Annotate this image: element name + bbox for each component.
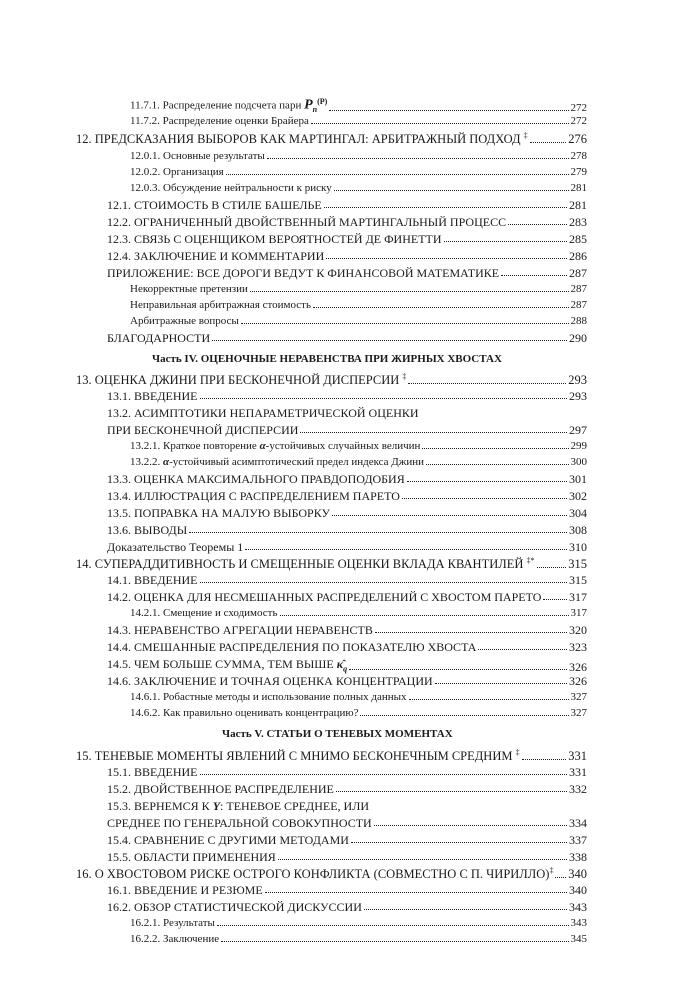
toc-entry-title: 15.1. ВВЕДЕНИЕ bbox=[107, 765, 198, 779]
toc-section-entry[interactable] bbox=[107, 332, 587, 344]
toc-entry[interactable] bbox=[130, 934, 587, 945]
toc-chapter-entry[interactable] bbox=[76, 373, 587, 387]
toc-page-number: 297 bbox=[569, 423, 587, 437]
toc-entry[interactable] bbox=[130, 441, 587, 452]
toc-entry-title: Некорректные претензии bbox=[130, 283, 248, 295]
toc-entry-title: 12. ПРЕДСКАЗАНИЯ ВЫБОРОВ КАК МАРТИНГАЛ: АРБИТРАЖНЫЙ ПОДХОД ‡ bbox=[76, 131, 528, 147]
toc-page-number: 287 bbox=[570, 283, 587, 295]
toc-chapter-entry[interactable] bbox=[76, 132, 587, 146]
toc-section-entry[interactable] bbox=[107, 541, 587, 553]
toc-section-entry[interactable] bbox=[107, 901, 587, 913]
toc-entry-title: 16. О ХВОСТОВОМ РИСКЕ ОСТРОГО КОНФЛИКТА (СОВМЕСТНО С П. ЧИРИЛЛО)‡ bbox=[76, 866, 554, 882]
p-symbol: P bbox=[304, 97, 313, 113]
toc-page-number: 293 bbox=[568, 373, 587, 388]
toc-page-number: 323 bbox=[569, 640, 587, 654]
y-symbol: Y bbox=[212, 799, 221, 813]
leader-dots bbox=[478, 649, 567, 650]
toc-page-number: 343 bbox=[570, 917, 587, 929]
leader-dots bbox=[267, 158, 569, 159]
leader-dots bbox=[336, 791, 567, 792]
toc-entry-title: 12.0.3. Обсуждение нейтральности к риску bbox=[130, 182, 332, 194]
toc-entry-title: 13.1. ВВЕДЕНИЕ bbox=[107, 389, 198, 403]
leader-dots bbox=[280, 615, 569, 616]
toc-page-number: 299 bbox=[570, 440, 587, 452]
leader-dots bbox=[444, 241, 567, 242]
toc-section-entry[interactable] bbox=[107, 473, 587, 485]
toc-section-entry[interactable] bbox=[107, 834, 587, 846]
toc-entry[interactable] bbox=[130, 116, 587, 127]
toc-page-number: 340 bbox=[568, 867, 587, 882]
toc-page-number: 340 bbox=[569, 883, 587, 897]
toc-section-entry[interactable] bbox=[107, 675, 587, 687]
toc-section-entry[interactable] bbox=[107, 641, 587, 653]
leader-dots bbox=[250, 291, 569, 292]
leader-dots bbox=[212, 340, 567, 341]
leader-dots bbox=[265, 892, 567, 893]
leader-dots bbox=[374, 825, 567, 826]
leader-dots bbox=[508, 224, 567, 225]
leader-dots bbox=[501, 275, 567, 276]
toc-chapter-entry[interactable] bbox=[76, 867, 587, 881]
toc-section-entry[interactable] bbox=[107, 524, 587, 536]
toc-section-entry[interactable] bbox=[107, 199, 587, 211]
toc-entry-title: 12.1. СТОИМОСТЬ В СТИЛЕ БАШЕЛЬЕ bbox=[107, 198, 322, 212]
toc-entry-title: ПРИ БЕСКОНЕЧНОЙ ДИСПЕРСИИ bbox=[107, 423, 299, 437]
toc-section-entry[interactable] bbox=[107, 591, 587, 603]
toc-entry-title: 13.3. ОЦЕНКА МАКСИМАЛЬНОГО ПРАВДОПОДОБИЯ bbox=[107, 472, 405, 486]
toc-section-entry[interactable] bbox=[107, 766, 587, 778]
toc-entry[interactable] bbox=[130, 918, 587, 929]
toc-section-title-line: 13.2. АСИМПТОТИКИ НЕПАРАМЕТРИЧЕСКОЙ ОЦЕНКИ bbox=[107, 406, 419, 420]
toc-entry-title: 16.2.2. Заключение bbox=[130, 933, 220, 945]
toc-entry-title: 12.3. СВЯЗЬ С ОЦЕНЩИКОМ ВЕРОЯТНОСТЕЙ ДЕ ФИНЕТТИ bbox=[107, 232, 442, 246]
leader-dots bbox=[543, 599, 567, 600]
toc-page-number: 283 bbox=[569, 215, 587, 229]
toc-section-title-line: 15.3. ВЕРНЕМСЯ К Y: ТЕНЕВОЕ СРЕДНЕЕ, ИЛИ bbox=[107, 799, 370, 813]
toc-page-number: 332 bbox=[569, 782, 587, 796]
leader-dots bbox=[360, 715, 568, 716]
leader-dots bbox=[200, 398, 567, 399]
toc-page-number: 304 bbox=[569, 506, 587, 520]
toc-page-number: 317 bbox=[570, 607, 587, 619]
alpha-symbol: α bbox=[259, 440, 266, 452]
toc-page-number: 338 bbox=[569, 850, 587, 864]
toc-page-number: 272 bbox=[570, 115, 587, 127]
toc-chapter-entry[interactable] bbox=[76, 749, 587, 763]
toc-chapter-entry[interactable] bbox=[76, 557, 587, 571]
leader-dots bbox=[313, 307, 568, 308]
toc-page-number: 281 bbox=[570, 182, 587, 194]
toc-section-entry[interactable] bbox=[107, 233, 587, 245]
leader-dots bbox=[326, 258, 567, 259]
toc-section-entry[interactable] bbox=[107, 267, 587, 279]
leader-dots bbox=[241, 323, 569, 324]
toc-entry[interactable] bbox=[130, 608, 587, 619]
toc-entry-title: 14.5. ЧЕМ БОЛЬШЕ СУММА, ТЕМ ВЫШЕ $\kappâ_q$ bbox=[107, 657, 348, 674]
kappa-symbol: κ̂ bbox=[336, 657, 344, 671]
toc-entry-title: 15.4. СРАВНЕНИЕ С ДРУГИМИ МЕТОДАМИ bbox=[107, 833, 349, 847]
toc-entry[interactable] bbox=[130, 300, 587, 311]
leader-dots bbox=[221, 941, 568, 942]
toc-entry-title: 16.1. ВВЕДЕНИЕ И РЕЗЮМЕ bbox=[107, 883, 263, 897]
toc-page-number: 320 bbox=[569, 623, 587, 637]
leader-dots bbox=[332, 515, 567, 516]
leader-dots bbox=[530, 142, 567, 143]
leader-dots bbox=[334, 190, 569, 191]
toc-entry[interactable] bbox=[130, 284, 587, 295]
toc-entry-title: 14.4. СМЕШАННЫЕ РАСПРЕДЕЛЕНИЯ ПО ПОКАЗАТЕЛЮ ХВОСТА bbox=[107, 640, 477, 654]
toc-page-number: 287 bbox=[570, 299, 587, 311]
toc-entry-title: Доказательство Теоремы 1 bbox=[107, 540, 244, 554]
toc-entry[interactable] bbox=[130, 98, 587, 114]
toc-section-entry[interactable] bbox=[107, 507, 587, 519]
toc-page-number: 331 bbox=[569, 765, 587, 779]
toc-entry[interactable] bbox=[130, 151, 587, 162]
toc-entry-title: 16.2.1. Результаты bbox=[130, 917, 215, 929]
toc-entry-title: 14.2.1. Смещение и сходимость bbox=[130, 607, 278, 619]
toc-page-number: 310 bbox=[569, 540, 587, 554]
toc-page-number: 276 bbox=[568, 132, 587, 147]
toc-section-entry[interactable] bbox=[107, 783, 587, 795]
toc-entry-title: 11.7.2. Распределение оценки Брайера bbox=[130, 115, 309, 127]
toc-page-number: 279 bbox=[570, 166, 587, 178]
toc-entry-title: 13. ОЦЕНКА ДЖИНИ ПРИ БЕСКОНЕЧНОЙ ДИСПЕРСИИ ‡ bbox=[76, 372, 407, 388]
toc-page-number: 326 bbox=[569, 674, 587, 688]
leader-dots bbox=[278, 859, 567, 860]
leader-dots bbox=[329, 110, 568, 111]
toc-entry-title: 14.6.1. Робастные методы и использование полных данных bbox=[130, 691, 407, 703]
toc-entry-title: 12.2. ОГРАНИЧЕННЫЙ ДВОЙСТВЕННЫЙ МАРТИНГАЛЬНЫЙ ПРОЦЕСС bbox=[107, 215, 507, 229]
toc-page-number: 343 bbox=[569, 900, 587, 914]
toc-page-number: 315 bbox=[568, 557, 587, 572]
toc-entry[interactable] bbox=[130, 692, 587, 703]
toc-entry-title: 14. СУПЕРАДДИТИВНОСТЬ И СМЕЩЕННЫЕ ОЦЕНКИ ВКЛАДА КВАНТИЛЕЙ ‡* bbox=[76, 556, 535, 572]
toc-page-number: 331 bbox=[568, 749, 587, 764]
leader-dots bbox=[349, 669, 567, 670]
toc-page-number: 285 bbox=[569, 232, 587, 246]
toc-page-number: 337 bbox=[569, 833, 587, 847]
leader-dots bbox=[200, 774, 567, 775]
toc-section-entry[interactable] bbox=[107, 390, 587, 402]
toc-page-number: 286 bbox=[569, 249, 587, 263]
toc-entry-title: 14.2. ОЦЕНКА ДЛЯ НЕСМЕШАННЫХ РАСПРЕДЕЛЕНИЙ С ХВОСТОМ ПАРЕТО bbox=[107, 590, 542, 604]
toc-entry-title: Арбитражные вопросы bbox=[130, 315, 239, 327]
part-heading: Часть IV. ОЦЕНОЧНЫЕ НЕРАВЕНСТВА ПРИ ЖИРНЫХ ХВОСТАХ bbox=[152, 353, 502, 365]
toc-entry-title: Неправильная арбитражная стоимость bbox=[130, 299, 312, 311]
toc-entry[interactable] bbox=[130, 708, 587, 719]
leader-dots bbox=[422, 448, 568, 449]
toc-page-number: 315 bbox=[569, 573, 587, 587]
leader-dots bbox=[402, 498, 567, 499]
toc-section-entry[interactable] bbox=[107, 250, 587, 262]
toc-section-entry[interactable] bbox=[107, 574, 587, 586]
toc-section-entry[interactable] bbox=[107, 490, 587, 502]
toc-entry-title: 16.2. ОБЗОР СТАТИСТИЧЕСКОЙ ДИСКУССИИ bbox=[107, 900, 362, 914]
toc-page-number: 281 bbox=[569, 198, 587, 212]
leader-dots bbox=[189, 532, 567, 533]
leader-dots bbox=[407, 481, 567, 482]
toc-page-number: 308 bbox=[569, 523, 587, 537]
toc-entry[interactable] bbox=[130, 167, 587, 178]
toc-entry-title: ПРИЛОЖЕНИЕ: ВСЕ ДОРОГИ ВЕДУТ К ФИНАНСОВОЙ МАТЕМАТИКЕ bbox=[107, 266, 500, 280]
toc-entry-title: 12.0.2. Организация bbox=[130, 166, 224, 178]
leader-dots bbox=[537, 567, 567, 568]
toc-entry[interactable] bbox=[130, 183, 587, 194]
toc-entry[interactable] bbox=[130, 457, 587, 468]
toc-page-number: 290 bbox=[569, 331, 587, 345]
toc-page-number: 317 bbox=[569, 590, 587, 604]
toc-entry-title: 12.4. ЗАКЛЮЧЕНИЕ И КОММЕНТАРИИ bbox=[107, 249, 325, 263]
leader-dots bbox=[300, 432, 567, 433]
toc-page-number: 302 bbox=[569, 489, 587, 503]
toc-section-entry[interactable] bbox=[107, 817, 587, 829]
toc-entry-title: СРЕДНЕЕ ПО ГЕНЕРАЛЬНОЙ СОВОКУПНОСТИ bbox=[107, 816, 372, 830]
toc-entry-title: 15. ТЕНЕВЫЕ МОМЕНТЫ ЯВЛЕНИЙ С МНИМО БЕСКОНЕЧНЫМ СРЕДНИМ ‡ bbox=[76, 748, 520, 764]
toc-page-number: 293 bbox=[569, 389, 587, 403]
leader-dots bbox=[522, 759, 567, 760]
toc-page-number: 327 bbox=[570, 691, 587, 703]
toc-entry-title: 13.2.2. α-устойчивый асимптотический предел индекса Джини bbox=[130, 456, 425, 468]
toc-entry-title: 11.7.1. Распределение подсчета пари $P_n^{(P)}$ bbox=[130, 97, 328, 114]
toc-entry-title: 13.5. ПОПРАВКА НА МАЛУЮ ВЫБОРКУ bbox=[107, 506, 330, 520]
toc-page-number: 278 bbox=[570, 150, 587, 162]
toc-entry-title: БЛАГОДАРНОСТИ bbox=[107, 331, 211, 345]
toc-page-number: 287 bbox=[569, 266, 587, 280]
toc-section-entry[interactable] bbox=[107, 424, 587, 436]
toc-entry-title: 13.6. ВЫВОДЫ bbox=[107, 523, 188, 537]
toc-entry-title: 14.1. ВВЕДЕНИЕ bbox=[107, 573, 198, 587]
leader-dots bbox=[426, 464, 568, 465]
leader-dots bbox=[324, 207, 567, 208]
toc-page-number: 288 bbox=[570, 315, 587, 327]
toc-entry-title: 14.6. ЗАКЛЮЧЕНИЕ И ТОЧНАЯ ОЦЕНКА КОНЦЕНТРАЦИИ bbox=[107, 674, 433, 688]
toc-entry-title: 15.2. ДВОЙСТВЕННОЕ РАСПРЕДЕЛЕНИЕ bbox=[107, 782, 334, 796]
toc-section-entry[interactable] bbox=[107, 658, 587, 673]
toc-entry-title: 13.2.1. Краткое повторение α-устойчивых случайных величин bbox=[130, 440, 421, 452]
leader-dots bbox=[200, 582, 567, 583]
toc-page-number: 327 bbox=[570, 707, 587, 719]
toc-section-entry[interactable] bbox=[107, 624, 587, 636]
leader-dots bbox=[555, 877, 566, 878]
toc-entry-title: 12.0.1. Основные результаты bbox=[130, 150, 265, 162]
toc-section-entry[interactable] bbox=[107, 851, 587, 863]
leader-dots bbox=[245, 549, 567, 550]
toc-page-number: 272 bbox=[570, 101, 587, 114]
toc-page-number: 300 bbox=[570, 456, 587, 468]
leader-dots bbox=[375, 632, 567, 633]
leader-dots bbox=[351, 842, 567, 843]
toc-page-number: 345 bbox=[570, 933, 587, 945]
part-heading: Часть V. СТАТЬИ О ТЕНЕВЫХ МОМЕНТАХ bbox=[222, 728, 453, 740]
leader-dots bbox=[217, 925, 569, 926]
toc-entry-title: 14.6.2. Как правильно оценивать концентрацию? bbox=[130, 707, 359, 719]
toc-section-entry[interactable] bbox=[107, 884, 587, 896]
alpha-symbol: α bbox=[163, 456, 170, 468]
leader-dots bbox=[435, 683, 567, 684]
toc-entry[interactable] bbox=[130, 316, 587, 327]
toc-page-number: 301 bbox=[569, 472, 587, 486]
leader-dots bbox=[311, 123, 569, 124]
toc-page-number: 334 bbox=[569, 816, 587, 830]
leader-dots bbox=[408, 383, 566, 384]
leader-dots bbox=[409, 699, 569, 700]
leader-dots bbox=[364, 909, 567, 910]
leader-dots bbox=[226, 174, 569, 175]
toc-section-entry[interactable] bbox=[107, 216, 587, 228]
toc-entry-title: 13.4. ИЛЛЮСТРАЦИЯ С РАСПРЕДЕЛЕНИЕМ ПАРЕТО bbox=[107, 489, 400, 503]
toc-entry-title: 14.3. НЕРАВЕНСТВО АГРЕГАЦИИ НЕРАВЕНСТВ bbox=[107, 623, 373, 637]
toc-entry-title: 15.5. ОБЛАСТИ ПРИМЕНЕНИЯ bbox=[107, 850, 276, 864]
toc-page-number: 326 bbox=[569, 660, 587, 675]
